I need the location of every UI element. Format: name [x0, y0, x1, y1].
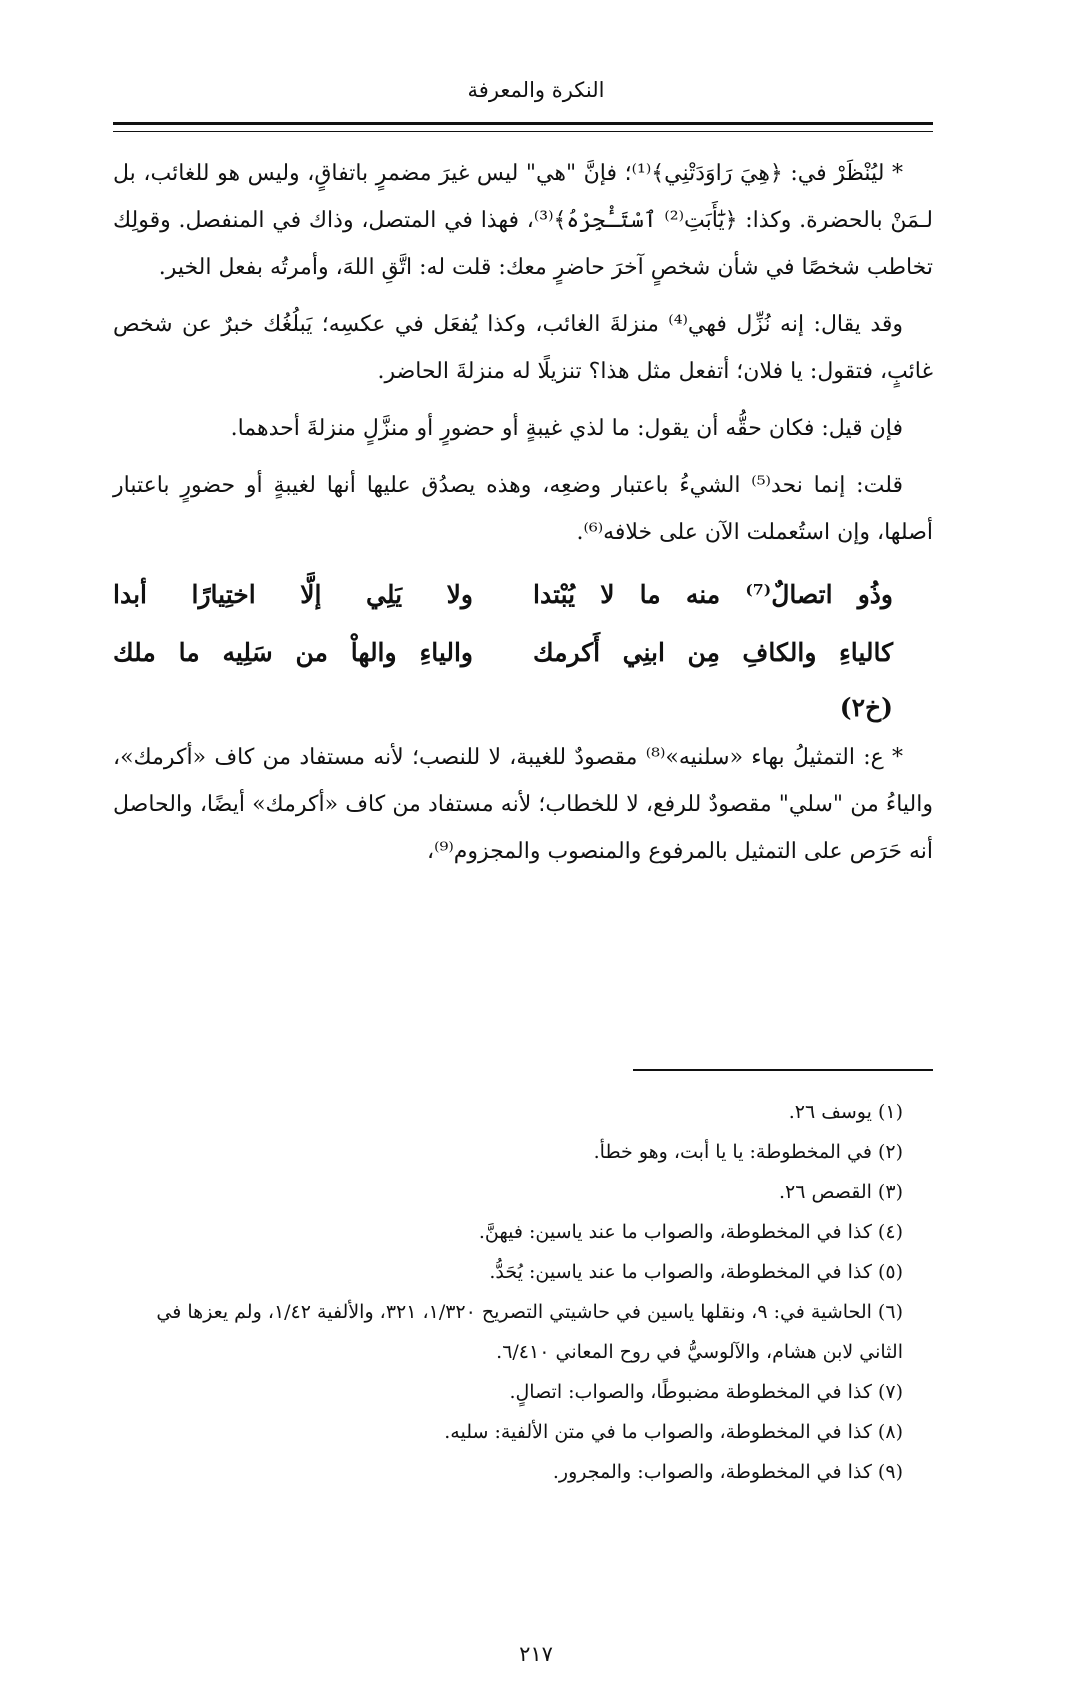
footnote-separator [633, 1069, 933, 1071]
footnote: (٧) كذا في المخطوطة مضبوطًا، والصواب: اتصالٍ. [509, 1381, 903, 1403]
verse-hemistich-right: وذُو اتصالٌ⁽⁷⁾ منه ما لا يُبْتدا [533, 580, 893, 609]
paragraph: قلت: إنما نحد⁽⁵⁾ الشيءُ باعتبار وضعِه، وهذه يصدُق عليها أنها لغيبةٍ أو حضورٍ باعتبار أصلها، وإن استُعملت الآن على خلافه⁽⁶⁾. [113, 473, 933, 545]
paragraph: وقد يقال: إنه نُزِّل فهي⁽⁴⁾ منزلةَ الغائب، وكذا يُفعَل في عكسِه؛ يَبلُغُك خبرٌ عن شخص غائبٍ، فتقول: يا فلان؛ أتفعل مثل هذا؟ تنزيلًا له منزلةَ الحاضر. [113, 312, 933, 384]
footnote: (٦) الحاشية في: ٩، ونقلها ياسين في حاشيتي التصريح ١/٣٢٠، ٣٢١، والألفية ١/٤٢، ولم يعزها في الثاني لابن هشام، والآلوسيُّ في روح المعاني ٦/٤١٠. [156, 1301, 903, 1363]
verse-hemistich-left: والياءِ والهاْ من سَلِيه ما ملك [113, 638, 473, 667]
paragraph: فإن قيل: فكان حقُّه أن يقول: ما لذي غيبةٍ أو حضورٍ أو منزَّلٍ منزلةَ أحدهما. [230, 416, 903, 441]
footnote: (٨) كذا في المخطوطة، والصواب ما في متن الألفية: سليه. [444, 1421, 903, 1443]
page-number: ٢١٧ [519, 1642, 553, 1666]
footnote: (٢) في المخطوطة: يا يا أبت، وهو خطأ. [593, 1141, 903, 1163]
footnote: (٩) كذا في المخطوطة، والصواب: والمجرور. [552, 1461, 903, 1483]
paragraph: * ليُنْظَرْ في: ﴿هِيَ رَاوَدَتْنِي﴾⁽¹⁾؛ فإنَّ "هي" ليس غيرَ مضمرٍ باتفاقٍ، وليس هو للغائب، بل لـمَنْ بالحضرة. وكذا: ﴿يَٰٓأَبَتِ⁽²⁾ ٱسْتَـْٔجِرْهُ﴾⁽³⁾، فهذا في المتصل، وذاك في المنفصل. وقولِك تخاطب شخصًا في شأن شخصٍ آخرَ حاضرٍ معك: قلت له: اتَّقِ اللهَ، وأمرتُه بفعل الخير. [113, 161, 933, 280]
footnote: (٥) كذا في المخطوطة، والصواب ما عند ياسين: يُحَدُّ. [489, 1261, 903, 1283]
verse-hemistich-left: ولا يَلِي إلَّا اختِيارًا أبدا [113, 580, 473, 609]
verse-block [113, 566, 933, 734]
footnotes [113, 1092, 933, 1492]
running-header: النكرة والمعرفة [467, 78, 605, 102]
verse-hemistich-right: كالياءِ والكافِ مِن ابنِي أَكرمك [533, 638, 893, 667]
header-rule-thin [113, 131, 933, 132]
footnote: (٤) كذا في المخطوطة، والصواب ما عند ياسين: فيهنَّ. [478, 1221, 903, 1243]
verse-reference: (خ٢) [839, 693, 893, 722]
footnote: (١) يوسف ٢٦. [788, 1101, 903, 1123]
footnote: (٣) القصص ٢٦. [778, 1181, 903, 1203]
commentary-paragraph: * ع: التمثيلُ بهاء «سلنيه»⁽⁸⁾ مقصودٌ للغيبة، لا للنصب؛ لأنه مستفاد من كاف «أكرمك»، والياءُ من "سلي" مقصودٌ للرفع، لا للخطاب؛ لأنه مستفاد من كاف «أكرمك» أيضًا، والحاصل أنه حَرَص على التمثيل بالمرفوع والمنصوب والمجزوم⁽⁹⁾، [113, 745, 933, 864]
main-text [113, 150, 933, 885]
verse-line [113, 566, 933, 624]
header-rule-thick [113, 122, 933, 125]
verse-line [113, 624, 933, 682]
